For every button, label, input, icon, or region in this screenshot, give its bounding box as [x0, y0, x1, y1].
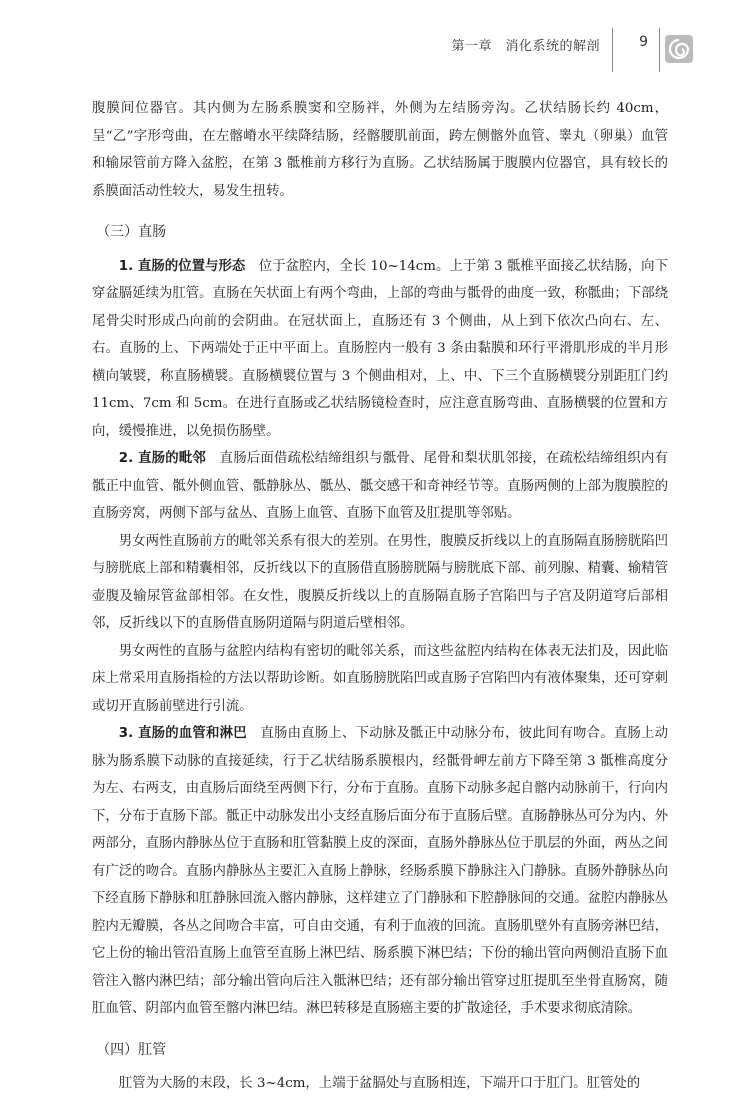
- subheading-adjacent: 2. 直肠的毗邻: [118, 451, 207, 466]
- paragraph-gender-difference: 男女两性直肠前方的毗邻关系有很大的差别。在男性，腹膜反折线以上的直肠隔直肠膀胱陷凹与膀胱底上部和精囊相邻，反折线以下的直肠借直肠膀胱隔与膀胱底下部、前列腺、精囊、输精管壶腹及输尿管盆部相邻。在女性，腹膜反折线以上的直肠隔直肠子宫陷凹与子宫及阴道穹后部相邻，反折线以下的直肠借直肠阴道隔与阴道后壁相邻。: [92, 533, 668, 631]
- spiral-logo-icon: [664, 34, 694, 64]
- header-divider: [612, 28, 613, 72]
- paragraph-sigmoid: 腹膜间位器官。其内侧为左肠系膜窦和空肠袢，外侧为左结肠旁沟。乙状结肠长约 40cm，呈“乙”字形弯曲，在左髂嵴水平续降结肠，经髂腰肌前面，跨左侧髂外血管、睾丸（卵巢）血管和输尿管前方降入盆腔，在第 3 骶椎前方移行为直肠。乙状结肠属于腹膜内位器官，具有较长的系膜面活动性较大，易发生扭转。: [92, 101, 668, 199]
- page-header: [0, 22, 730, 82]
- page-body: [92, 95, 668, 1098]
- paragraph-text: 位于盆腔内，全长 10~14cm。上于第 3 骶椎平面接乙状结肠，向下穿盆膈延续为肛管。直肠在矢状面上有两个弯曲，上部的弯曲与骶骨的曲度一致，称骶曲；下部绕尾骨尖时形成凸向前的会阴曲。在冠状面上，直肠还有 3 个侧曲，从上到下依次凸向右、左、右。直肠的上、下两端处于正中平面上。直肠腔内一般有 3 条由黏膜和环行平滑肌形成的半月形横向皱襞，称直肠横襞。直肠横襞位置与 3 个侧曲相对，上、中、下三个直肠横襞分别距肛门约 11cm、7cm 和 5cm。在进行直肠或乙状结肠镜检查时，应注意直肠弯曲、直肠横襞的位置和方向，缓慢推进，以免损伤肠壁。: [92, 258, 668, 439]
- paragraph-rectum-vessels: [92, 720, 668, 1023]
- header-divider: [659, 28, 660, 72]
- section-heading-anal-canal: （四）肛管: [96, 1041, 167, 1058]
- page-number: 9: [639, 34, 648, 50]
- chapter-title: 第一章 消化系统的解剖: [451, 39, 600, 54]
- section-heading-rectum: （三）直肠: [96, 224, 167, 240]
- subheading-position: 1. 直肠的位置与形态: [118, 258, 246, 274]
- paragraph-rectum-adjacent: [92, 445, 668, 528]
- subheading-vessels: 3. 直肠的血管和淋巴: [118, 726, 247, 741]
- paragraph-text: 直肠由直肠上、下动脉及骶正中动脉分布，彼此间有吻合。直肠上动脉为肠系膜下动脉的直接延续，行于乙状结肠系膜根内，经骶骨岬左前方下降至第 3 骶椎高度分为左、右两支，由直肠后面绕至两侧下行，分布于直肠。直肠下动脉多起自髂内动脉前干，行向内下，分布于直肠下部。骶正中动脉发出小支经直肠后面分布于直肠后壁。直肠静脉丛可分为内、外两部分，直肠内静脉丛位于直肠和肛管黏膜上皮的深面，直肠外静脉丛位于肌层的外面，两丛之间有广泛的吻合。直肠内静脉丛主要汇入直肠上静脉，经肠系膜下静脉注入门静脉。直肠外静脉丛向下经直肠下静脉和肛静脉回流入髂内静脉，这样建立了门静脉和下腔静脉间的交通。盆腔内静脉丛腔内无瓣膜，各丛之间吻合丰富，可自由交通，有利于血液的回流。直肠肌壁外有直肠旁淋巴结，它上份的输出管沿直肠上血管至直肠上淋巴结、肠系膜下淋巴结；下份的输出管向两侧沿直肠下血管注入髂内淋巴结；部分输出管向后注入骶淋巴结；还有部分输出管穿过肛提肌至坐骨直肠窝，随肛血管、阴部内血管至髂内淋巴结。淋巴转移是直肠癌主要的扩散途径，手术要求彻底清除。: [92, 726, 668, 1016]
- paragraph-clinical: 男女两性的直肠与盆腔内结构有密切的毗邻关系，而这些盆腔内结构在体表无法扪及，因此临床上常采用直肠指检的方法以帮助诊断。如直肠膀胱陷凹或直肠子宫陷凹内有液体聚集，还可穿刺或切开直肠前壁进行引流。: [92, 643, 668, 714]
- paragraph-anal-canal: 肛管为大肠的末段，长 3~4cm，上端于盆膈处与直肠相连，下端开口于肛门。肛管处的: [118, 1076, 641, 1091]
- paragraph-text: 直肠后面借疏松结缔组织与骶骨、尾骨和梨状肌邻接，在疏松结缔组织内有骶正中血管、骶外侧血管、骶静脉丛、骶丛、骶交感干和奇神经节等。直肠两侧的上部为腹膜腔的直肠旁窝，两侧下部与盆丛、直肠上血管、直肠下血管及肛提肌等邻贴。: [92, 451, 668, 521]
- paragraph-rectum-position: [92, 253, 668, 446]
